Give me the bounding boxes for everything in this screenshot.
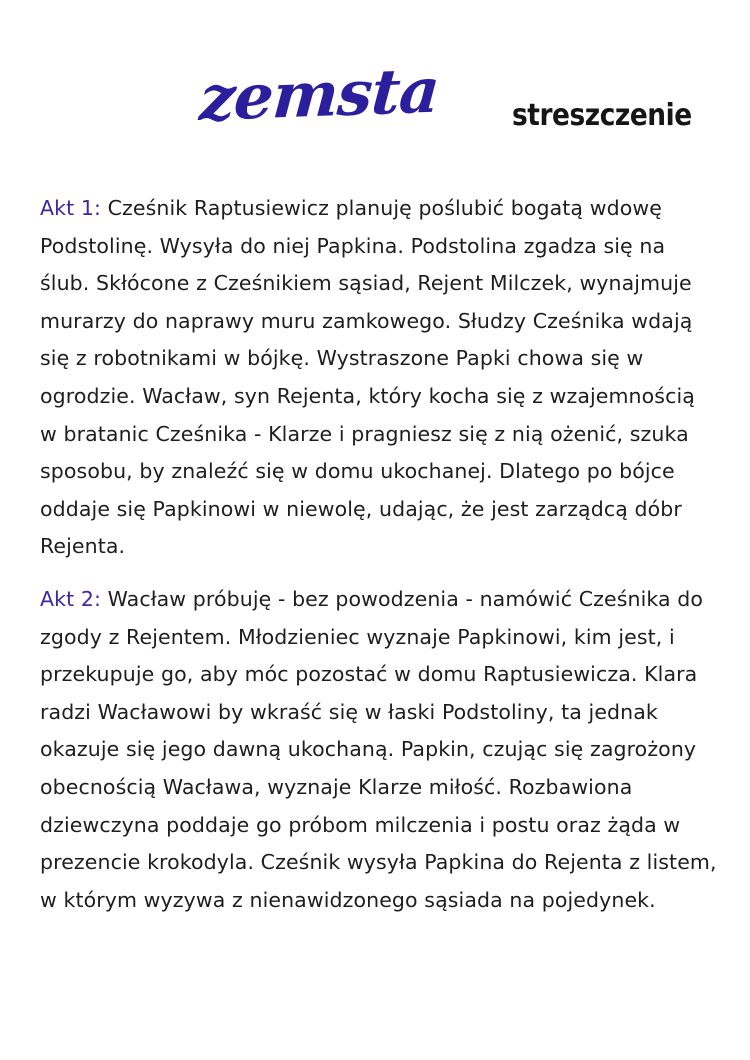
act-2-label: Akt 2: xyxy=(40,586,101,611)
page-title: zemsta xyxy=(197,53,442,135)
page-subtitle: streszczenie xyxy=(512,98,692,133)
act-1-paragraph xyxy=(40,190,718,566)
act-2-text: Wacław próbuję - bez powodzenia - namówić Cześnika do zgody z Rejentem. Młodzieniec wyznaje Papkinowi, kim jest, i przekupuje go, aby móc pozostać w domu Raptusiewicza. Klara radzi Wacławowi by wkraść się w łaski Podstoliny, ta jednak okazuje się jego dawną ukochaną. Papkin, czując się zagrożony obecnością Wacława, wyznaje Klarze miłość. Rozbawiona dziewczyna poddaje go próbom milczenia i postu oraz żąda w prezencie krokodyla. Cześnik wysyła Papkina do Rejenta z listem, w którym wyzywa z nienawidzonego sąsiada na pojedynek. xyxy=(40,586,717,912)
act-1-text: Cześnik Raptusiewicz planuję poślubić bogatą wdowę Podstolinę. Wysyła do niej Papkina. Podstolina zgadza się na ślub. Skłócone z Cześnikiem sąsiad, Rejent Milczek, wynajmuje murarzy do naprawy muru zamkowego. Słudzy Cześnika wdają się z robotnikami w bójkę. Wystraszone Papki chowa się w ogrodzie. Wacław, syn Rejenta, który kocha się z wzajemnością w bratanic Cześnika - Klarze i pragniesz się z nią ożenić, szuka sposobu, by znaleźć się w domu ukochanej. Dlatego po bójce oddaje się Papkinowi w niewolę, udając, że jest zarządcą dóbr Rejenta. xyxy=(40,196,695,559)
act-2-paragraph xyxy=(40,581,718,919)
page-header xyxy=(0,0,750,180)
act-1-label: Akt 1: xyxy=(40,196,101,220)
summary-body xyxy=(40,190,718,934)
